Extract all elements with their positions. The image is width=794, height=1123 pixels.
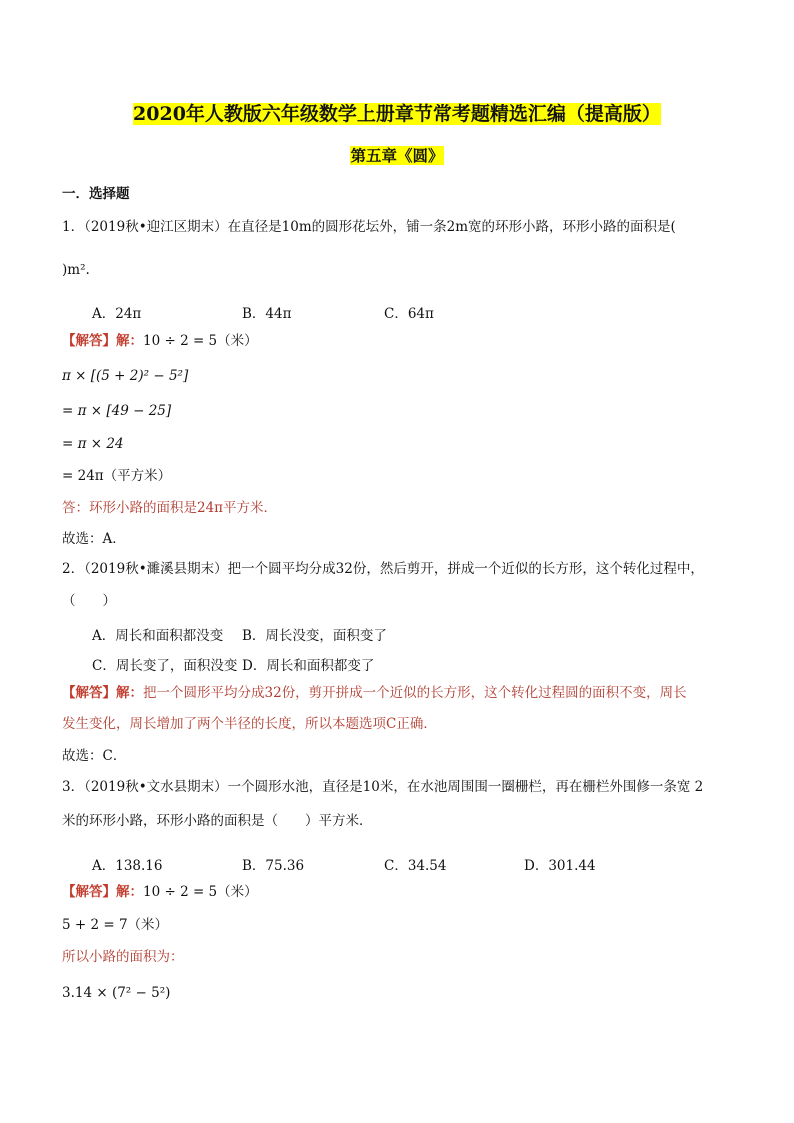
title-highlight: 2020年人教版六年级数学上册章节常考题精选汇编（提高版） <box>133 103 661 125</box>
q1-answer-tag: 【解答】 <box>62 333 116 349</box>
q2-stem: 2．（2019秋•濉溪县期末）把一个圆平均分成32份，然后剪开，拼成一个近似的长方形，这个转化过程中， <box>62 561 704 577</box>
q1-answer-sentence: 答：环形小路的面积是24π平方米． <box>62 500 278 516</box>
q3-option-b: B．75.36 <box>242 858 305 874</box>
q1-solution-head: 解： <box>116 333 143 349</box>
q1-option-b: B．44π <box>242 306 292 322</box>
q2-choice: 故选：C． <box>62 748 127 764</box>
q1-stem-cont: )m². <box>62 262 90 278</box>
q3-answer-tag: 【解答】 <box>62 884 116 900</box>
q1-solution-step0: 10 ÷ 2 = 5（米） <box>143 333 258 349</box>
q3-stem: 3．（2019秋•文水县期末）一个圆形水池，直径是10米，在水池周围围一圈栅栏，再在栅栏外围修一条宽 2 <box>62 779 704 795</box>
q1-solution-step3: = π × 24 <box>62 436 124 452</box>
q3-solution-line <box>62 884 258 901</box>
q2-option-a: A．周长和面积都没变 <box>92 628 224 644</box>
q3-option-a: A．138.16 <box>92 858 163 874</box>
q1-choice: 故选：A． <box>62 531 126 547</box>
q1-solution-line <box>62 333 258 350</box>
q1-solution-step4: = 24π（平方米） <box>62 468 172 484</box>
q2-stem-cont: （ ） <box>62 593 116 609</box>
document-title <box>0 103 794 127</box>
q3-solution-step1: 5 + 2 = 7（米） <box>62 917 169 933</box>
q2-solution-head: 解： <box>116 685 143 701</box>
q3-solution-step2: 所以小路的面积为： <box>62 949 184 965</box>
q2-answer-tag: 【解答】 <box>62 685 116 701</box>
q3-stem-cont: 米的环形小路，环形小路的面积是（ ）平方米． <box>62 813 373 829</box>
q1-solution-step2: = π × [49 − 25] <box>62 403 172 419</box>
q2-option-b: B．周长没变，面积变了 <box>242 628 387 644</box>
q1-option-a: A．24π <box>92 306 142 322</box>
q2-solution-line <box>62 685 687 702</box>
chapter-highlight: 第五章《圆》 <box>350 146 444 165</box>
chapter-title <box>0 146 794 165</box>
q3-solution-step3: 3.14 × (7² − 5²) <box>62 985 171 1001</box>
q1-option-c: C．64π <box>384 306 434 322</box>
q3-solution-step0: 10 ÷ 2 = 5（米） <box>143 884 258 900</box>
q3-option-c: C．34.54 <box>384 858 447 874</box>
q1-solution-step1: π × [(5 + 2)² − 5²] <box>62 368 189 384</box>
q2-solution-text2: 发生变化，周长增加了两个半径的长度，所以本题选项C正确． <box>62 716 437 732</box>
q2-solution-text1: 把一个圆形平均分成32份，剪开拼成一个近似的长方形，这个转化过程圆的面积不变，周长 <box>143 685 687 701</box>
q2-option-d: D．周长和面积都变了 <box>242 658 375 674</box>
q3-option-d: D．301.44 <box>524 858 596 874</box>
section-heading: 一．选择题 <box>62 186 130 202</box>
q1-stem: 1．（2019秋•迎江区期末）在直径是10m的圆形花坛外，铺一条2m宽的环形小路，环形小路的面积是( <box>62 219 676 235</box>
q2-option-c: C．周长变了，面积没变 <box>92 658 238 674</box>
q3-solution-head: 解： <box>116 884 143 900</box>
